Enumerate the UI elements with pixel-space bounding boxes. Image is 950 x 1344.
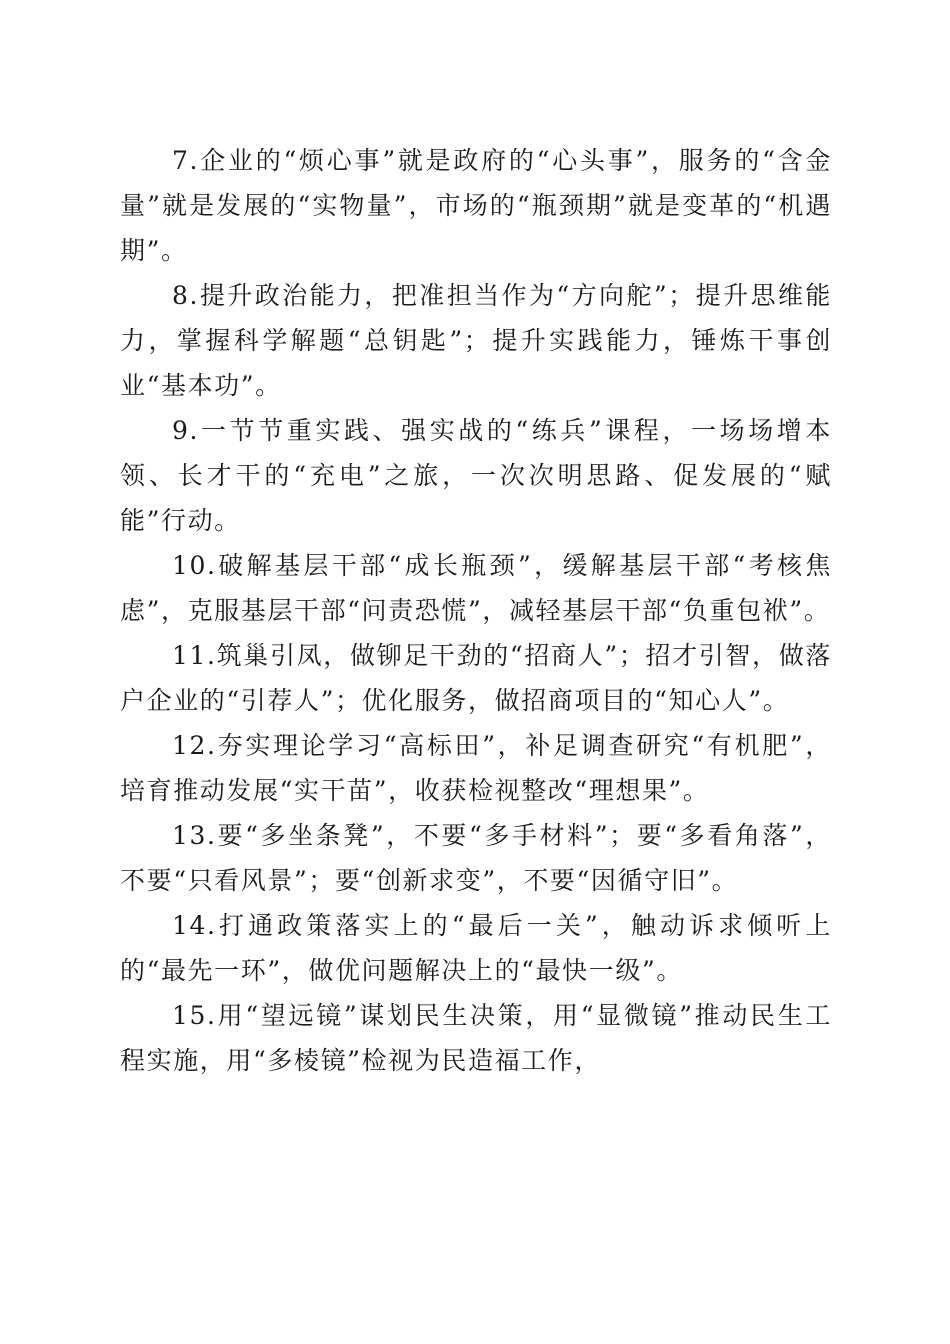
document-body bbox=[120, 138, 832, 1083]
paragraph-12: 12.夯实理论学习“高标田”，补足调查研究“有机肥”，培育推动发展“实干苗”，收获检视整改“理想果”。 bbox=[120, 731, 832, 805]
paragraph-14: 14.打通政策落实上的“最后一关”，触动诉求倾听上的“最先一环”，做优问题解决上的“最快一级”。 bbox=[120, 911, 832, 985]
paragraph-11: 11.筑巢引凤，做铆足干劲的“招商人”；招才引智，做落户企业的“引荐人”；优化服务，做招商项目的“知心人”。 bbox=[120, 641, 832, 715]
paragraph-15: 15.用“望远镜”谋划民生决策，用“显微镜”推动民生工程实施，用“多棱镜”检视为民造福工作， bbox=[120, 1001, 832, 1075]
paragraph-10: 10.破解基层干部“成长瓶颈”，缓解基层干部“考核焦虑”，克服基层干部“问责恐慌”，减轻基层干部“负重包袱”。 bbox=[120, 551, 832, 625]
paragraph-7: 7.企业的“烦心事”就是政府的“心头事”，服务的“含金量”就是发展的“实物量”，市场的“瓶颈期”就是变革的“机遇期”。 bbox=[120, 146, 832, 265]
paragraph-8: 8.提升政治能力，把准担当作为“方向舵”；提升思维能力，掌握科学解题“总钥匙”；提升实践能力，锤炼干事创业“基本功”。 bbox=[120, 281, 832, 400]
paragraph-13: 13.要“多坐条凳”，不要“多手材料”；要“多看角落”，不要“只看风景”；要“创新求变”，不要“因循守旧”。 bbox=[120, 821, 832, 895]
paragraph-9: 9.一节节重实践、强实战的“练兵”课程，一场场增本领、长才干的“充电”之旅，一次次明思路、促发展的“赋能”行动。 bbox=[120, 416, 832, 535]
